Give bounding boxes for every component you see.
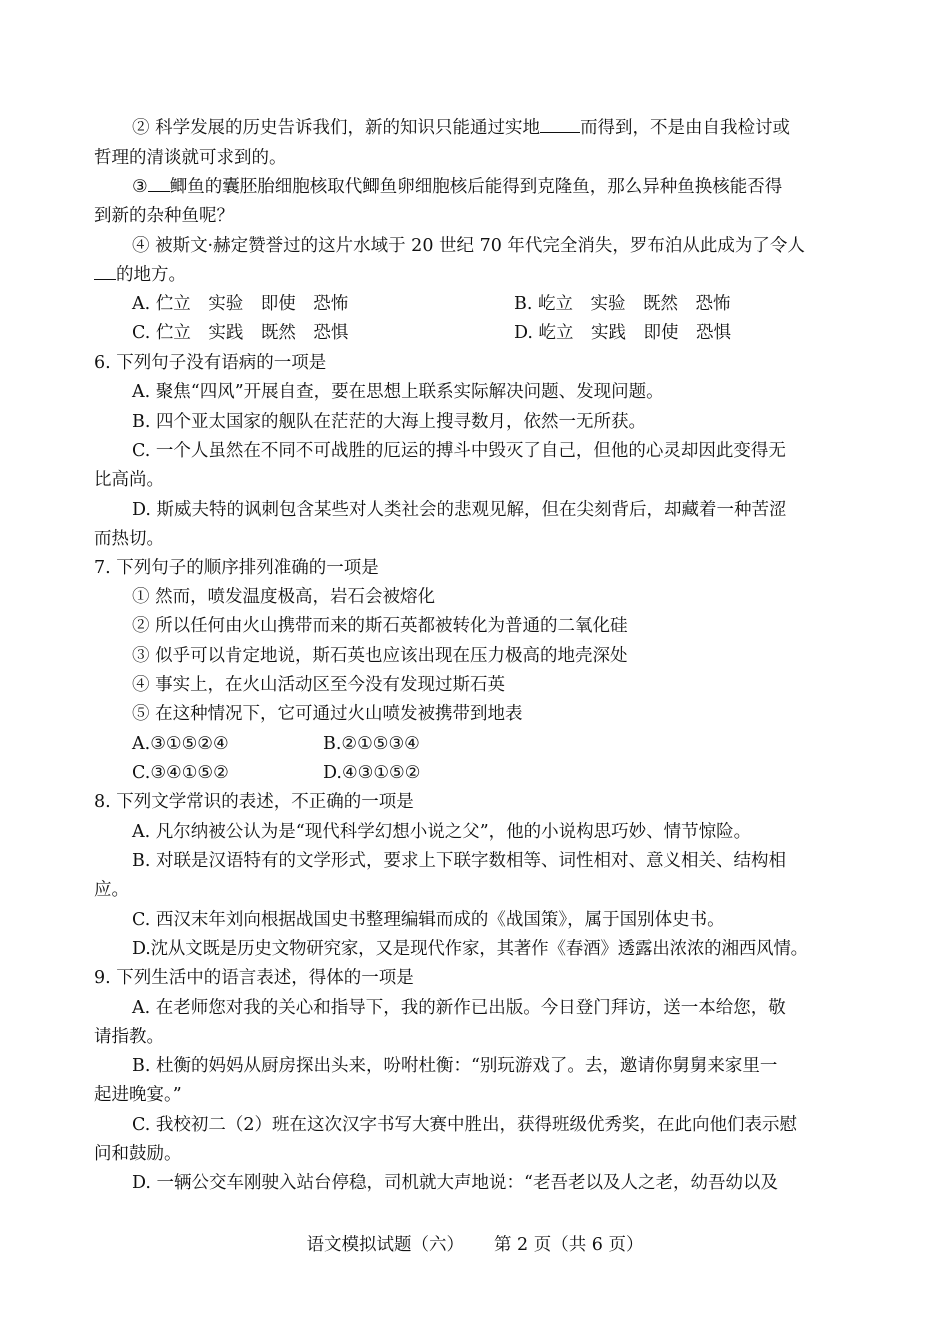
q8-option-c: C. 西汉末年刘向根据战国史书整理编辑而成的《战国策》，属于国别体史书。 <box>132 910 725 930</box>
q5-sentence-2: ② 科学发展的历史告诉我们，新的知识只能通过实地 而得到，不是由自我检讨或 <box>132 118 791 138</box>
q8-option-b-cont: 应。 <box>94 880 129 900</box>
answer-blank <box>148 175 170 192</box>
q9-option-a-cont: 请指教。 <box>94 1027 164 1047</box>
answer-blank <box>540 116 580 133</box>
q5-option-a: A. 伫立 实验 即使 恐怖 <box>132 294 349 314</box>
answer-blank <box>94 263 116 280</box>
q6-option-d-cont: 而热切。 <box>94 529 164 549</box>
q9-option-d: D. 一辆公交车刚驶入站台停稳，司机就大声地说：“老吾老以及人之老，幼吾幼以及 <box>132 1173 778 1193</box>
q5-option-b: B. 屹立 实验 既然 恐怖 <box>514 294 731 314</box>
q9-option-b-cont: 起进晚宴。” <box>94 1085 182 1105</box>
q8-option-b: B. 对联是汉语特有的文学形式，要求上下联字数相等、词性相对、意义相关、结构相 <box>132 851 786 871</box>
q6-option-d: D. 斯威夫特的讽刺包含某些对人类社会的悲观见解，但在尖刻背后，却藏着一种苦涩 <box>132 500 787 520</box>
q5-option-d: D. 屹立 实践 即使 恐惧 <box>514 323 732 343</box>
q5-sentence-2-cont: 哲理的清谈就可求到的。 <box>94 148 287 168</box>
q6-option-a: A. 聚焦“四风”开展自查，要在思想上联系实际解决问题、发现问题。 <box>132 382 664 402</box>
q9-option-a: A. 在老师您对我的关心和指导下，我的新作已出版。今日登门拜访，送一本给您，敬 <box>132 998 786 1018</box>
q6-option-c: C. 一个人虽然在不同不可战胜的厄运的搏斗中毁灭了自己，但他的心灵却因此变得无 <box>132 441 786 461</box>
q9-option-b: B. 杜衡的妈妈从厨房探出头来，吩咐杜衡：“别玩游戏了。去，邀请你舅舅来家里一 <box>132 1056 778 1076</box>
page-number: 第 2 页（共 6 页） <box>493 1235 644 1255</box>
q9-option-c-cont: 问和鼓励。 <box>94 1144 182 1164</box>
q8-option-a: A. 凡尔纳被公认为是“现代科学幻想小说之父”，他的小说构思巧妙、情节惊险。 <box>132 822 752 842</box>
q5-option-c: C. 伫立 实践 既然 恐惧 <box>132 323 349 343</box>
q7-sentence-5: ⑤ 在这种情况下，它可通过火山喷发被携带到地表 <box>132 704 523 724</box>
q5-sentence-3-cont: 到新的杂种鱼呢？ <box>94 206 234 226</box>
q5-sentence-3: ③ 鲫鱼的囊胚胎细胞核取代鲫鱼卵细胞核后能得到克隆鱼，那么异种鱼换核能否得 <box>132 177 783 197</box>
q6-option-c-cont: 比高尚。 <box>94 470 164 490</box>
q5-sentence-4: ④ 被斯文·赫定赞誉过的这片水域于 20 世纪 70 年代完全消失，罗布泊从此成为了令人 <box>132 236 805 256</box>
q9-stem: 9. 下列生活中的语言表述，得体的一项是 <box>94 968 414 988</box>
q8-option-d: D.沈从文既是历史文物研究家，又是现代作家，其著作《春酒》透露出浓浓的湘西风情。 <box>132 939 808 959</box>
exam-title: 语文模拟试题（六） <box>306 1235 464 1255</box>
q6-stem: 6. 下列句子没有语病的一项是 <box>94 353 327 373</box>
q7-option-a: A.③①⑤②④ <box>132 734 229 754</box>
q9-option-c: C. 我校初二（2）班在这次汉字书写大赛中胜出，获得班级优秀奖，在此向他们表示慰 <box>132 1115 798 1135</box>
page-footer <box>0 1231 950 1260</box>
q7-option-d: D.④③①⑤② <box>323 763 421 783</box>
q6-option-b: B. 四个亚太国家的舰队在茫茫的大海上搜寻数月，依然一无所获。 <box>132 412 646 432</box>
q7-option-c: C.③④①⑤② <box>132 763 229 783</box>
q7-sentence-4: ④ 事实上，在火山活动区至今没有发现过斯石英 <box>132 675 506 695</box>
q7-sentence-1: ① 然而，喷发温度极高，岩石会被熔化 <box>132 587 436 607</box>
q7-option-b: B.②①⑤③④ <box>323 734 420 754</box>
q7-stem: 7. 下列句子的顺序排列准确的一项是 <box>94 558 379 578</box>
q5-sentence-4-cont: 的地方。 <box>0 261 950 290</box>
q7-sentence-3: ③ 似乎可以肯定地说，斯石英也应该出现在压力极高的地壳深处 <box>132 646 628 666</box>
q8-stem: 8. 下列文学常识的表述，不正确的一项是 <box>94 792 414 812</box>
q7-sentence-2: ② 所以任何由火山携带而来的斯石英都被转化为普通的二氧化硅 <box>132 616 628 636</box>
